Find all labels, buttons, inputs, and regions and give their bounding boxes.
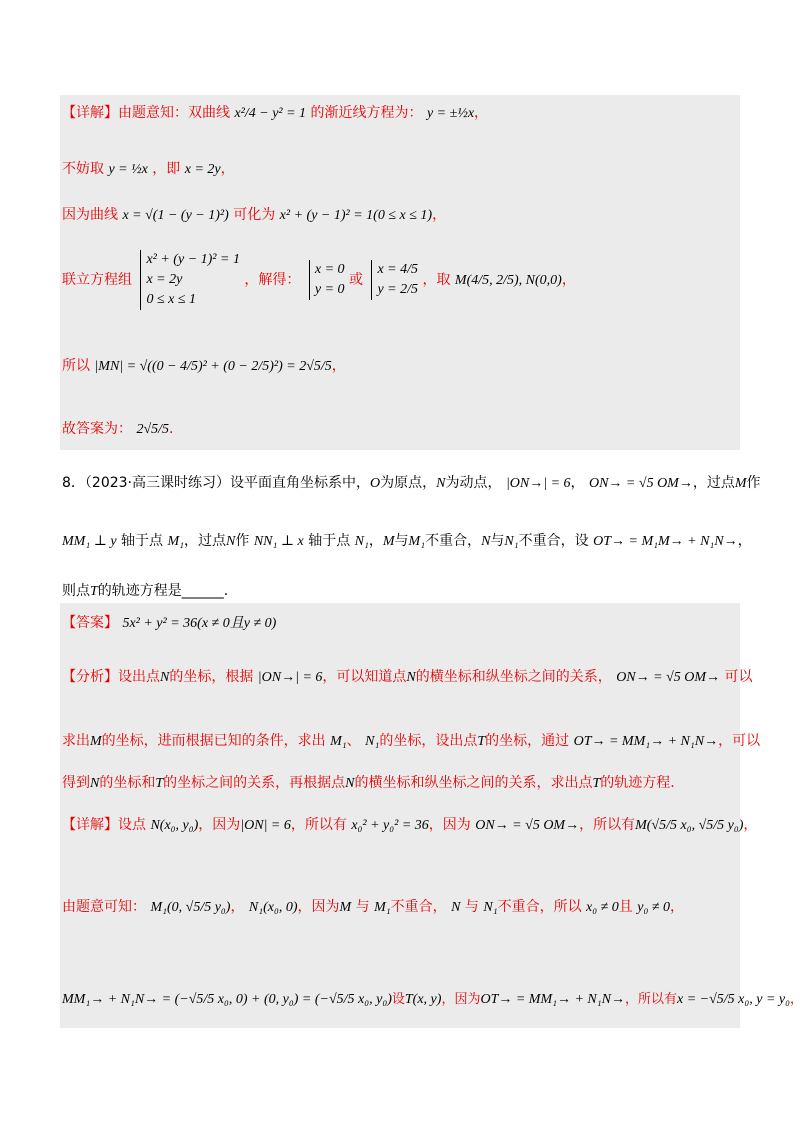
text: 的坐标和 bbox=[99, 775, 156, 791]
text: 作 bbox=[235, 533, 250, 549]
analysis-line-1 bbox=[62, 666, 753, 686]
final-answer: 2√5/5 bbox=[136, 422, 170, 437]
text: ， bbox=[474, 105, 489, 121]
text: ，因为 bbox=[428, 817, 471, 833]
text: 不重合，设 bbox=[518, 533, 589, 549]
math: N₁(x₀, 0) bbox=[248, 900, 298, 915]
detail2-tag: 【详解】 bbox=[62, 817, 118, 833]
text: ，因为 bbox=[297, 899, 340, 915]
text: 设 bbox=[391, 992, 405, 1007]
detail-line-2 bbox=[62, 158, 235, 178]
text: 不重合， bbox=[425, 533, 482, 549]
text: ， bbox=[737, 533, 752, 549]
text: 联立方程组 bbox=[62, 272, 132, 288]
hyperbola-equation: x²/4 − y² = 1 bbox=[234, 106, 307, 121]
detail-line-1 bbox=[62, 102, 488, 122]
system-eq-2: x = 2y bbox=[146, 272, 183, 287]
math: N(x₀, y₀) bbox=[150, 818, 199, 833]
condition-1: |ON→| = 6 bbox=[505, 476, 571, 491]
text: 且 bbox=[618, 899, 633, 915]
math: M₁ bbox=[408, 534, 426, 549]
sol1-x: x = 0 bbox=[314, 262, 345, 277]
text: ，可以 bbox=[718, 733, 761, 749]
text: 的坐标，根据 bbox=[169, 669, 254, 685]
math: N₁ bbox=[504, 534, 519, 549]
text: 由题意可知： bbox=[62, 899, 146, 915]
text: 故答案为： bbox=[62, 421, 132, 437]
distance-equation: |MN| = √((0 − 4/5)² + (0 − 2/5)²) = 2√5/5 bbox=[94, 359, 332, 374]
vector-sum-equation: MM₁→ + N₁N→ = (−√5/5 x₀, 0) + (0, y₀) = (−√5/5 x₀, y₀) bbox=[62, 992, 392, 1007]
text: 的坐标之间的关系，再根据点 bbox=[163, 775, 346, 791]
var: N bbox=[436, 476, 446, 491]
math: N bbox=[160, 670, 170, 685]
math: N bbox=[90, 776, 100, 791]
math: N bbox=[345, 776, 355, 791]
text: 与 bbox=[490, 533, 505, 549]
text: . bbox=[169, 421, 174, 437]
text: 设点 bbox=[118, 817, 146, 833]
text: 求出 bbox=[62, 733, 90, 749]
text: ， bbox=[670, 899, 685, 915]
text: 所以 bbox=[62, 358, 90, 374]
text: 与 bbox=[355, 899, 370, 915]
math: |ON| = 6 bbox=[240, 818, 291, 833]
text: ，所以有 bbox=[624, 992, 677, 1007]
math: M₁ bbox=[330, 734, 347, 749]
analysis-line-3 bbox=[62, 772, 675, 792]
math: OT→ = MM₁→ + N₁N→ bbox=[573, 734, 719, 749]
text: 由题意知：双曲线 bbox=[118, 105, 230, 121]
text: 的坐标，进而根据已知的条件，求出 bbox=[101, 733, 326, 749]
text: 的轨迹方程. bbox=[600, 775, 675, 791]
math: x₀ ≠ 0 bbox=[586, 900, 619, 915]
math: T bbox=[477, 734, 486, 749]
sol1-y: y = 0 bbox=[314, 282, 345, 297]
text: 不妨取 bbox=[62, 161, 104, 177]
text: 或 bbox=[348, 272, 363, 288]
text: 为动点， bbox=[445, 475, 502, 491]
text: 的渐近线方程为： bbox=[310, 105, 423, 121]
text: 不重合，所以 bbox=[497, 899, 582, 915]
text: ，取 bbox=[422, 272, 451, 288]
text: 设出点 bbox=[118, 669, 160, 685]
circle-equation: x² + (y − 1)² = 1(0 ≤ x ≤ 1) bbox=[279, 208, 433, 223]
text: 可化为 bbox=[233, 207, 276, 223]
detail-line-4 bbox=[62, 250, 576, 310]
answer-equation: 5x² + y² = 36(x ≠ 0且y ≠ 0) bbox=[122, 616, 277, 631]
var: M bbox=[734, 476, 747, 491]
math: M bbox=[90, 734, 102, 749]
detail-tag: 【详解】 bbox=[62, 105, 118, 121]
math: |ON→| = 6 bbox=[257, 670, 323, 685]
text: ，因为 bbox=[198, 817, 241, 833]
text: ， bbox=[230, 899, 245, 915]
text: ， bbox=[432, 207, 447, 223]
math: x = −√5/5 x₀, y = y₀ bbox=[677, 992, 791, 1007]
detail-line-6 bbox=[62, 418, 173, 438]
text: ，因为 bbox=[441, 992, 481, 1007]
text: ， bbox=[570, 475, 585, 491]
text: 与 bbox=[394, 533, 409, 549]
text: 的横坐标和纵坐标之间的关系， bbox=[415, 669, 612, 685]
text: 的横坐标和纵坐标之间的关系，求出点 bbox=[354, 775, 593, 791]
math: N bbox=[406, 670, 416, 685]
math: ON→ = √5 OM→ bbox=[475, 818, 580, 833]
text: ， bbox=[790, 992, 803, 1007]
line-equation: y = ½x bbox=[108, 162, 148, 177]
math: M₁ bbox=[374, 900, 391, 915]
text: 的轨迹方程是______. bbox=[97, 583, 229, 599]
text: 设平面直角坐标系中， bbox=[230, 475, 371, 491]
text: 的坐标，设出点 bbox=[379, 733, 478, 749]
detail-line-5 bbox=[62, 355, 346, 375]
text: 作 bbox=[746, 475, 761, 491]
answer-line bbox=[62, 612, 276, 632]
solution-2 bbox=[371, 260, 418, 300]
text: ，解得： bbox=[244, 272, 301, 288]
text: ，所以有 bbox=[579, 817, 636, 833]
question-source: （2023·高三课时练习） bbox=[84, 475, 231, 491]
text: 轴于点 bbox=[308, 533, 351, 549]
math: T bbox=[90, 584, 98, 599]
text: 因为曲线 bbox=[62, 207, 118, 223]
text: 可以 bbox=[724, 669, 753, 685]
asymptote-equation: y = ±½x bbox=[426, 106, 475, 121]
solution-1 bbox=[309, 260, 345, 300]
math: N bbox=[481, 534, 491, 549]
points: M(4/5, 2/5), N(0,0) bbox=[454, 273, 562, 288]
system-eq-1: x² + (y − 1)² = 1 bbox=[146, 252, 240, 267]
analysis-line-2 bbox=[62, 730, 760, 750]
question-number: 8． bbox=[62, 475, 85, 491]
math: T bbox=[592, 776, 601, 791]
text: 的坐标，通过 bbox=[485, 733, 570, 749]
condition-2: ON→ = √5 OM→ bbox=[588, 476, 693, 491]
math: OT→ = M₁M→ + N₁N→ bbox=[593, 534, 738, 549]
math: N₁ bbox=[365, 734, 380, 749]
math: x₀² + y₀² = 36 bbox=[351, 818, 429, 833]
text: ，过点 bbox=[692, 475, 735, 491]
question-line-3 bbox=[62, 580, 228, 600]
math: M bbox=[382, 534, 395, 549]
text: 则点 bbox=[62, 583, 90, 599]
question-line-2 bbox=[62, 530, 752, 550]
math: M bbox=[339, 900, 352, 915]
var: O bbox=[370, 476, 381, 491]
math: M₁ bbox=[167, 534, 185, 549]
text: 不重合， bbox=[390, 899, 447, 915]
system-eq-3: 0 ≤ x ≤ 1 bbox=[146, 292, 197, 307]
line-equation-2: x = 2y bbox=[184, 162, 221, 177]
text: ， bbox=[368, 533, 383, 549]
text: ，过点 bbox=[184, 533, 227, 549]
curve-equation: x = √(1 − (y − 1)²) bbox=[122, 208, 229, 223]
math: NN₁ ⊥ x bbox=[253, 534, 304, 549]
text: 得到 bbox=[62, 775, 90, 791]
text: 、 bbox=[346, 733, 361, 749]
text: 轴于点 bbox=[121, 533, 164, 549]
sol2-y: y = 2/5 bbox=[377, 282, 418, 297]
question-line-1 bbox=[62, 472, 761, 492]
math: T bbox=[155, 776, 164, 791]
detail2-line-1 bbox=[62, 814, 757, 834]
text: ，所以有 bbox=[290, 817, 347, 833]
text: ，可以知道点 bbox=[322, 669, 407, 685]
sol2-x: x = 4/5 bbox=[377, 262, 418, 277]
text: ， bbox=[220, 161, 235, 177]
math: T(x, y) bbox=[404, 992, 442, 1007]
text: ， bbox=[743, 817, 758, 833]
math: MM₁ ⊥ y bbox=[62, 534, 117, 549]
text: 与 bbox=[464, 899, 479, 915]
math: y₀ ≠ 0 bbox=[637, 900, 671, 915]
answer-tag: 【答案】 bbox=[62, 615, 118, 631]
text: ，即 bbox=[152, 161, 181, 177]
equation-system bbox=[140, 250, 240, 310]
analysis-tag: 【分析】 bbox=[62, 669, 118, 685]
text: ， bbox=[561, 272, 576, 288]
math: N₁ bbox=[354, 534, 369, 549]
detail2-line-2 bbox=[62, 896, 684, 916]
text: ， bbox=[331, 358, 346, 374]
detail-line-3 bbox=[62, 204, 446, 224]
math: M₁(0, √5/5 y₀) bbox=[150, 900, 231, 915]
detail2-line-3 bbox=[62, 988, 803, 1008]
math: ON→ = √5 OM→ bbox=[616, 670, 721, 685]
text: 为原点， bbox=[380, 475, 437, 491]
math: N bbox=[451, 900, 461, 915]
math: M(√5/5 x₀, √5/5 y₀) bbox=[635, 818, 744, 833]
math: N₁ bbox=[483, 900, 498, 915]
math: N bbox=[226, 534, 236, 549]
math: OT→ = MM₁→ + N₁N→ bbox=[480, 992, 625, 1007]
